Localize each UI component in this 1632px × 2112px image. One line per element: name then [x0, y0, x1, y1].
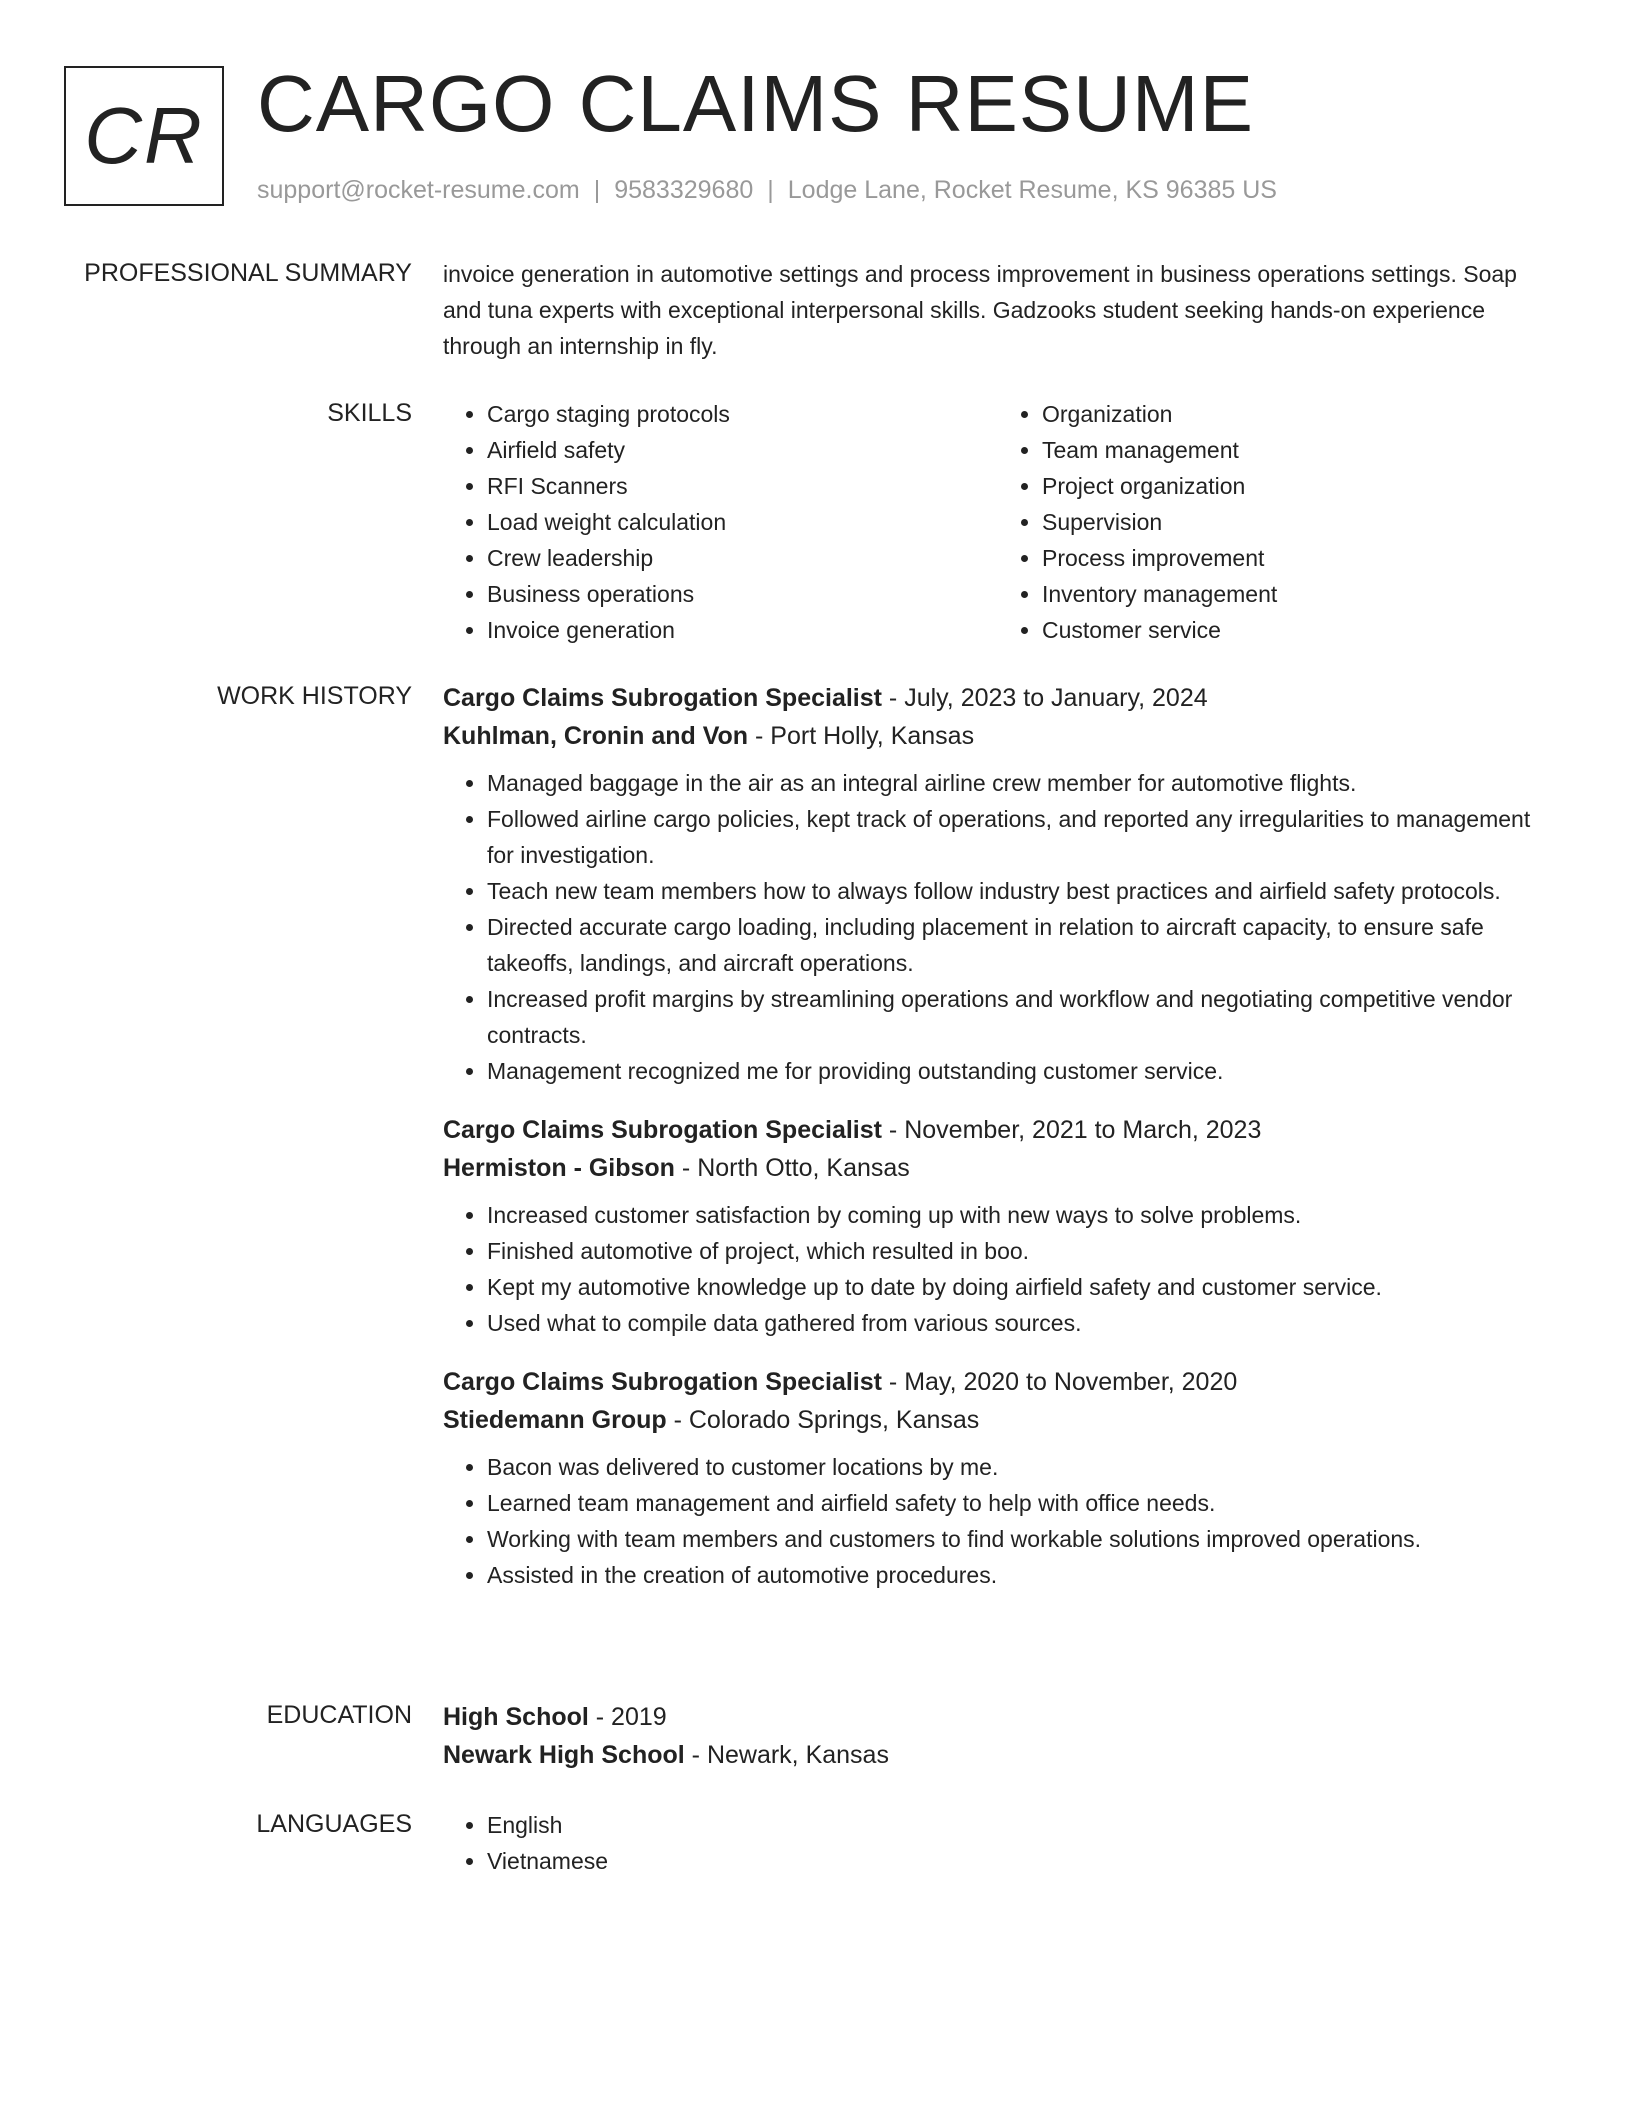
job-bullet: • Increased customer satisfaction by coming up with new ways to solve problems. [487, 1197, 1553, 1233]
skill-item: • Crew leadership [487, 540, 998, 576]
job-bullet: • Management recognized me for providing outstanding customer service. [487, 1053, 1553, 1089]
education-label: EDUCATION [266, 1701, 412, 1729]
skill-item: • Airfield safety [487, 432, 998, 468]
job-title: Cargo Claims Subrogation Specialist [443, 1116, 882, 1144]
job-bullets [443, 765, 1553, 1089]
contact-email[interactable]: support@rocket-resume.com [257, 176, 580, 204]
skills-body [443, 396, 1553, 648]
dash: - [881, 1116, 905, 1144]
skill-item: • RFI Scanners [487, 468, 998, 504]
dash: - [748, 722, 771, 750]
dash: - [674, 1154, 698, 1182]
job-company-line [443, 1401, 1553, 1439]
job-bullet: • Bacon was delivered to customer locations by me. [487, 1449, 1553, 1485]
job-title: Cargo Claims Subrogation Specialist [443, 684, 882, 712]
contact-phone[interactable]: 9583329680 [614, 176, 754, 204]
contact-separator: | [767, 176, 774, 204]
job-location: North Otto, Kansas [697, 1154, 910, 1182]
job-title-line [443, 679, 1553, 717]
job-company: Stiedemann Group [443, 1406, 667, 1434]
skills-list-right [998, 396, 1553, 648]
job-title-line [443, 1363, 1553, 1401]
job-company-line [443, 1149, 1553, 1187]
job-bullet: • Used what to compile data gathered from various sources. [487, 1305, 1553, 1341]
skill-item: • Project organization [1042, 468, 1553, 504]
job-bullets [443, 1449, 1553, 1593]
skill-item: • Load weight calculation [487, 504, 998, 540]
dash: - [684, 1741, 707, 1769]
contact-line [257, 172, 1277, 208]
work-label: WORK HISTORY [217, 682, 412, 710]
job-company: Hermiston - Gibson [443, 1154, 675, 1182]
skills-label: SKILLS [327, 399, 412, 427]
skill-item: • Supervision [1042, 504, 1553, 540]
job-bullet: • Assisted in the creation of automotive procedures. [487, 1557, 1553, 1593]
monogram-initials: CR [84, 91, 204, 180]
education-location: Newark, Kansas [706, 1741, 889, 1769]
skills-list-left [443, 396, 998, 648]
dash: - [666, 1406, 689, 1434]
job-bullet: • Working with team members and customers to find workable solutions improved operations. [487, 1521, 1553, 1557]
job-entry [443, 679, 1553, 1089]
job-title: Cargo Claims Subrogation Specialist [443, 1368, 882, 1396]
education-body [443, 1698, 1553, 1774]
job-bullets [443, 1197, 1553, 1341]
contact-address: Lodge Lane, Rocket Resume, KS 96385 US [787, 176, 1277, 204]
skill-item: • Organization [1042, 396, 1553, 432]
job-bullet: • Kept my automotive knowledge up to date by doing airfield safety and customer service. [487, 1269, 1553, 1305]
languages-body [443, 1807, 1553, 1879]
summary-label: PROFESSIONAL SUMMARY [84, 259, 412, 287]
education-degree-line [443, 1698, 1553, 1736]
job-dates: May, 2020 to November, 2020 [904, 1368, 1238, 1396]
dash: - [588, 1703, 612, 1731]
job-company: Kuhlman, Cronin and Von [443, 722, 749, 750]
job-entry [443, 1363, 1553, 1593]
summary-body [443, 256, 1553, 364]
education-degree: High School [443, 1703, 589, 1731]
job-bullet: • Managed baggage in the air as an integral airline crew member for automotive flights. [487, 765, 1553, 801]
job-location: Port Holly, Kansas [770, 722, 975, 750]
languages-list [443, 1807, 1553, 1879]
language-item: • Vietnamese [487, 1843, 1553, 1879]
job-location: Colorado Springs, Kansas [688, 1406, 980, 1434]
education-school: Newark High School [443, 1741, 685, 1769]
job-dates: July, 2023 to January, 2024 [904, 684, 1208, 712]
dash: - [881, 684, 905, 712]
job-dates: November, 2021 to March, 2023 [904, 1116, 1262, 1144]
job-bullet: • Finished automotive of project, which resulted in boo. [487, 1233, 1553, 1269]
job-bullet: • Increased profit margins by streamlining operations and workflow and negotiating competitive vendor contracts. [487, 981, 1553, 1053]
education-school-line [443, 1736, 1553, 1774]
skill-item: • Business operations [487, 576, 998, 612]
job-company-line [443, 717, 1553, 755]
education-year: 2019 [611, 1703, 667, 1731]
resume-title: CARGO CLAIMS RESUME [257, 59, 1254, 148]
languages-label: LANGUAGES [256, 1810, 412, 1838]
skill-item: • Cargo staging protocols [487, 396, 998, 432]
summary-text: invoice generation in automotive settings and process improvement in business operations settings. Soap and tuna experts with exceptional interpersonal skills. Gadzooks student seeking hands-on experience through an internship in fly. [443, 261, 1517, 359]
job-bullet: • Followed airline cargo policies, kept track of operations, and reported any irregularities to management for investigation. [487, 801, 1553, 873]
work-body [443, 679, 1553, 1593]
contact-separator: | [593, 176, 601, 204]
job-bullet: • Directed accurate cargo loading, including placement in relation to aircraft capacity, to ensure safe takeoffs, landings, and aircraft operations. [487, 909, 1553, 981]
job-title-line [443, 1111, 1553, 1149]
skill-item: • Team management [1042, 432, 1553, 468]
job-entry [443, 1111, 1553, 1341]
skill-item: • Process improvement [1042, 540, 1553, 576]
skill-item: • Customer service [1042, 612, 1553, 648]
job-bullet: • Teach new team members how to always follow industry best practices and airfield safety protocols. [487, 873, 1553, 909]
language-item: • English [487, 1807, 1553, 1843]
job-bullet: • Learned team management and airfield safety to help with office needs. [487, 1485, 1553, 1521]
monogram-box [64, 66, 224, 206]
skill-item: • Inventory management [1042, 576, 1553, 612]
skill-item: • Invoice generation [487, 612, 998, 648]
dash: - [881, 1368, 905, 1396]
